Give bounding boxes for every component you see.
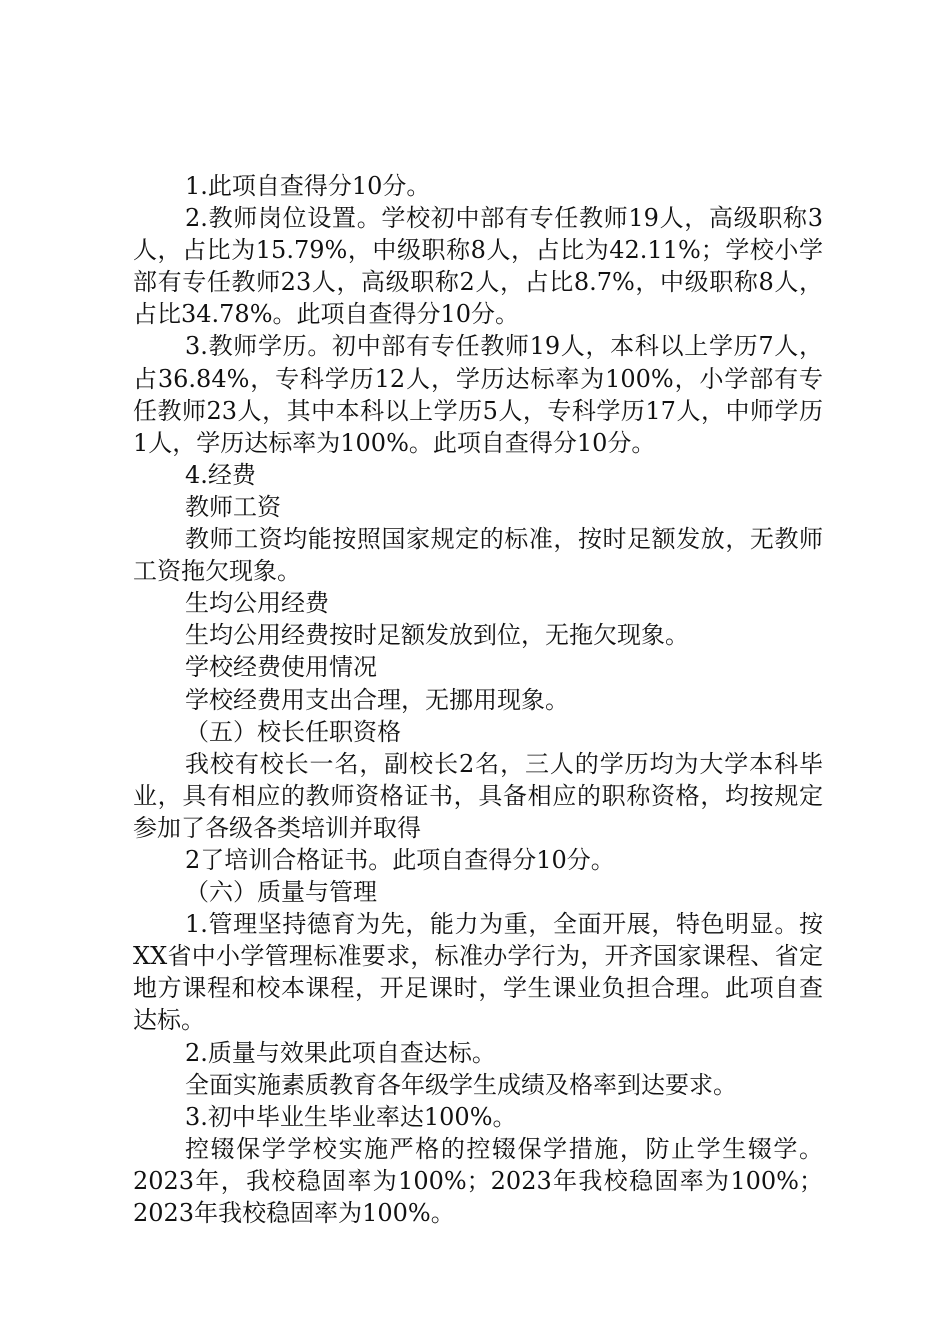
paragraph-teacher-positions: 2.教师岗位设置。学校初中部有专任教师19人，高级职称3人，占比为15.79%，中级职称8人，占比为42.11%；学校小学部有专任教师23人，高级职称2人，占比8.7%，中级职称8人，占比34.78%。此项自查得分10分。 [133,204,823,329]
paragraph-section-five-heading: （五）校长任职资格 [185,717,401,746]
paragraph-quality-effect: 2.质量与效果此项自查达标。 [185,1038,496,1067]
paragraph-public-funds-heading: 生均公用经费 [185,589,329,618]
paragraph-teacher-salary-heading: 教师工资 [185,492,281,521]
paragraph-quality-education: 全面实施素质教育各年级学生成绩及格率到达要求。 [185,1070,737,1099]
paragraph-section-six-heading: （六）质量与管理 [185,878,377,907]
paragraph-management: 1.管理坚持德育为先，能力为重，全面开展，特色明显。按XX省中小学管理标准要求，标准办学行为，开齐国家课程、省定地方课程和校本课程，开足课时，学生课业负担合理。此项自查达标。 [133,910,823,1035]
paragraph-fund-usage-heading: 学校经费使用情况 [185,653,377,682]
document-body [133,170,823,1229]
paragraph-self-check-score: 1.此项自查得分10分。 [185,172,431,200]
paragraph-public-funds: 生均公用经费按时足额发放到位，无拖欠现象。 [185,621,689,650]
paragraph-training-certificate: 2了培训合格证书。此项自查得分10分。 [185,845,615,874]
paragraph-teacher-salary: 教师工资均能按照国家规定的标准，按时足额发放，无教师工资拖欠现象。 [133,525,823,586]
paragraph-principal-qualifications: 我校有校长一名，副校长2名，三人的学历均为大学本科毕业，具有相应的教师资格证书，具备相应的职称资格，均按规定参加了各级各类培训并取得 [133,749,823,842]
paragraph-dropout-control: 控辍保学学校实施严格的控辍保学措施，防止学生辍学。2023年，我校稳固率为100%；2023年我校稳固率为100%；2023年我校稳固率为100%。 [133,1134,823,1227]
paragraph-funding-heading: 4.经费 [185,460,256,489]
paragraph-teacher-education: 3.教师学历。初中部有专任教师19人，本科以上学历7人，占36.84%，专科学历12人，学历达标率为100%，小学部有专任教师23人，其中本科以上学历5人，专科学历17人，中师学历1人，学历达标率为100%。此项自查得分10分。 [133,332,823,457]
paragraph-graduation-rate: 3.初中毕业生毕业率达100%。 [185,1102,517,1131]
paragraph-fund-usage: 学校经费用支出合理，无挪用现象。 [185,685,569,714]
